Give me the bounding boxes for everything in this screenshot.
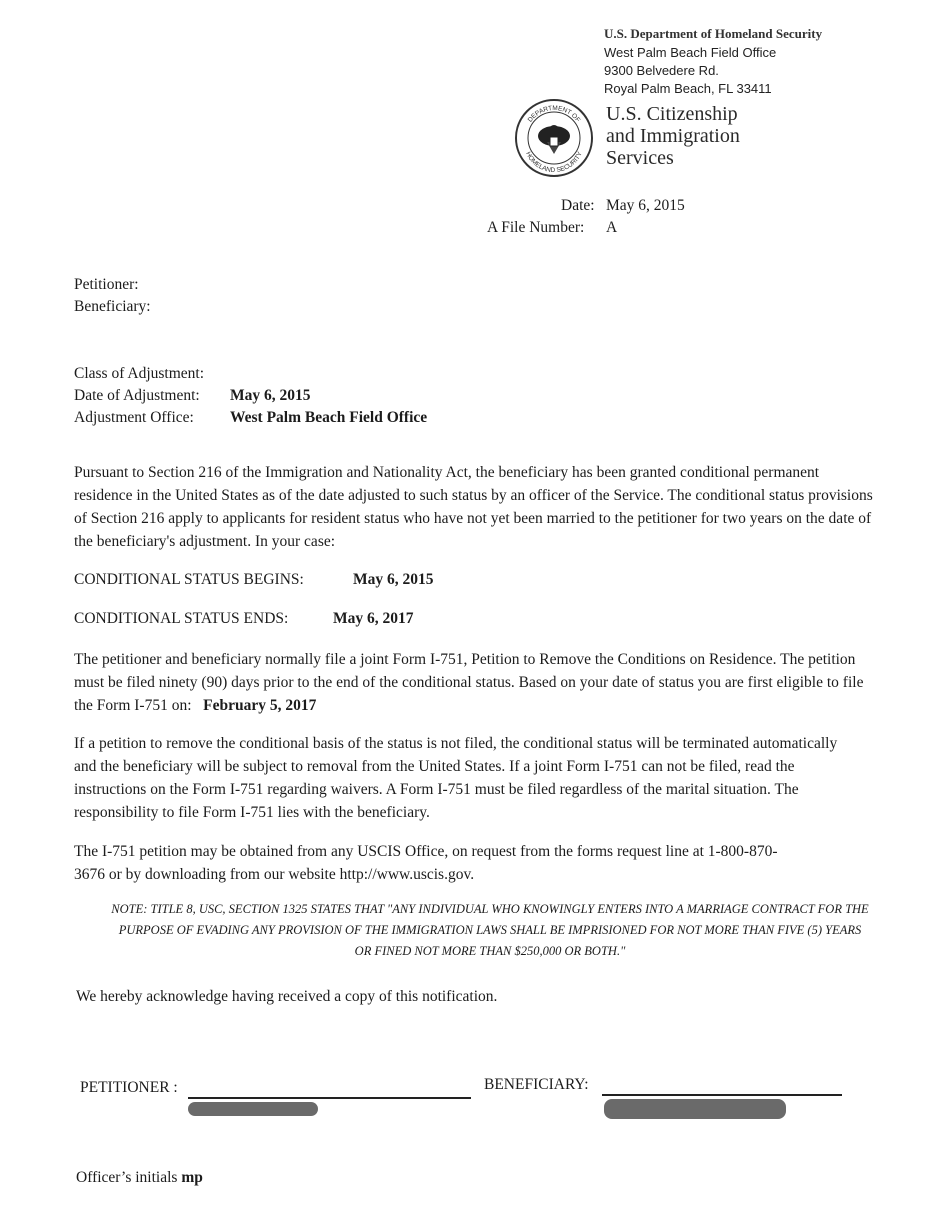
beneficiary-signature-line [602, 1094, 842, 1096]
status-ends-value: May 6, 2017 [333, 610, 414, 627]
adjustment-office-value: West Palm Beach Field Office [230, 409, 428, 426]
status-begins-value: May 6, 2015 [353, 571, 434, 588]
officer-initials-label: Officer’s initials [76, 1169, 178, 1186]
date-label: Date: [561, 197, 595, 214]
officer-initials [76, 1169, 203, 1187]
afile-value: A [606, 219, 618, 236]
address-line-2: 9300 Belvedere Rd. [604, 63, 719, 78]
paragraph-termination: If a petition to remove the conditional basis of the status is not filed, the conditional status will be terminated automatically and the beneficiary will be subject to removal from the United States. If a joint Form I-751 can not be filed, read the instructions on the Form I-751 regarding waivers. A Form I-751 must be filed regardless of the marital situation. The responsibility to file Form I-751 lies with the beneficiary. [74, 735, 838, 821]
date-of-adjustment-label: Date of Adjustment: [74, 387, 200, 404]
paragraph-filing-text: The petitioner and beneficiary normally file a joint Form I-751, Petition to Remove the Conditions on Residence. The petition must be filed ninety (90) days prior to the end of the conditional status. Based on your date of status you are first eligible to file the Form I-751 on: [74, 651, 864, 714]
officer-initials-value: mp [181, 1169, 203, 1186]
beneficiary-label: Beneficiary: [74, 298, 151, 315]
legal-note: NOTE: TITLE 8, USC, SECTION 1325 STATES THAT "ANY INDIVIDUAL WHO KNOWINGLY ENTERS INTO A MARRIAGE CONTRACT FOR THE PURPOSE OF EVADING ANY PROVISION OF THE IMMIGRATION LAWS SHALL BE IMPRISIONED FOR NOT MORE THAN FIVE (5) YEARS OR FINED NOT MORE THAN $250,000 OR BOTH." [111, 902, 869, 958]
class-of-adjustment-label: Class of Adjustment: [74, 365, 205, 382]
paragraph-filing [74, 648, 869, 717]
afile-label: A File Number: [487, 219, 585, 236]
petitioner-name-redaction [188, 1102, 318, 1116]
seal-text-top: DEPARTMENT OF [526, 104, 582, 124]
agency-line-1: U.S. Citizenship [606, 103, 738, 125]
status-begins-label: CONDITIONAL STATUS BEGINS: [74, 571, 304, 588]
beneficiary-signature-label: BENEFICIARY: [484, 1076, 589, 1093]
date-value: May 6, 2015 [606, 197, 685, 214]
agency-line-3: Services [606, 147, 674, 169]
status-ends-label: CONDITIONAL STATUS ENDS: [74, 610, 289, 627]
petitioner-signature-label: PETITIONER : [80, 1079, 178, 1096]
address-line-3: Royal Palm Beach, FL 33411 [604, 81, 772, 96]
dhs-seal-icon [514, 98, 594, 178]
agency-line-2: and Immigration [606, 125, 740, 147]
acknowledgement-text: We hereby acknowledge having received a copy of this notification. [76, 988, 498, 1005]
seal-text-bottom: HOMELAND SECURITY [524, 150, 584, 175]
petitioner-label: Petitioner: [74, 276, 139, 293]
department-name: U.S. Department of Homeland Security [604, 26, 823, 41]
paragraph-obtain-form: The I-751 petition may be obtained from any USCIS Office, on request from the forms request line at 1-800-870-3676 or by downloading from our website http://www.uscis.gov. [74, 843, 778, 883]
date-of-adjustment-value: May 6, 2015 [230, 387, 311, 404]
beneficiary-name-redaction [604, 1099, 786, 1119]
paragraph-intro: Pursuant to Section 216 of the Immigration and Nationality Act, the beneficiary has been granted conditional permanent residence in the United States as of the date adjusted to such status by an officer of the Service. The conditional status provisions of Section 216 apply to applicants for resident status who have not yet been married to the petitioner for two years on the date of the beneficiary's adjustment. In your case: [74, 464, 873, 550]
eligible-date: February 5, 2017 [203, 697, 317, 714]
address-line-1: West Palm Beach Field Office [604, 45, 777, 60]
petitioner-signature-line [188, 1097, 471, 1099]
adjustment-office-label: Adjustment Office: [74, 409, 194, 426]
